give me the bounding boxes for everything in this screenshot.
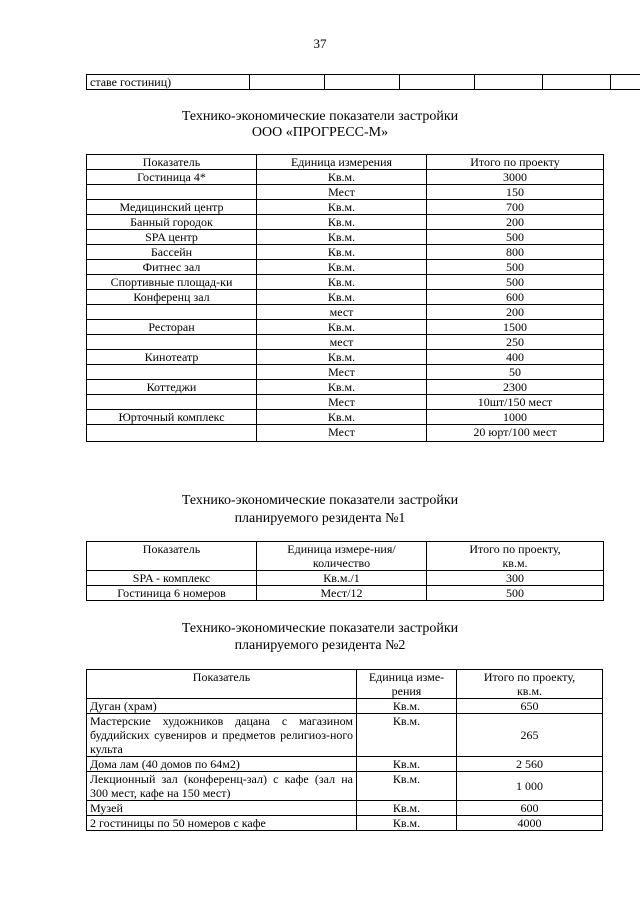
indicator-cell: Дома лам (40 домов по 64м2)	[87, 757, 357, 772]
total-cell: 300	[427, 571, 604, 586]
column-header: Итого по проекту	[427, 155, 604, 170]
unit-cell: Кв.м.	[357, 816, 457, 831]
indicator-cell: Спортивные площад-ки	[87, 275, 257, 290]
section1-title: Технико-экономические показатели застройки	[181, 109, 459, 124]
unit-cell: Кв.м.	[357, 757, 457, 772]
total-cell: 500	[427, 586, 604, 601]
indicator-cell	[87, 335, 257, 350]
unit-cell: Кв.м.	[257, 410, 427, 425]
unit-cell: Мест/12	[257, 586, 427, 601]
table-row	[87, 714, 603, 757]
unit-cell: Мест	[257, 425, 427, 442]
unit-cell: Мест	[257, 185, 427, 200]
section1-table	[86, 154, 604, 442]
column-header: Итого по проекту, кв.м.	[457, 670, 603, 699]
indicator-cell: Медицинский центр	[87, 200, 257, 215]
indicator-cell: Конференц зал	[87, 290, 257, 305]
total-cell: 650	[457, 699, 603, 714]
total-cell: 500	[427, 260, 604, 275]
table-row	[87, 290, 604, 305]
unit-cell: Кв.м.	[257, 230, 427, 245]
total-cell: 10шт/150 мест	[427, 395, 604, 410]
total-cell: 1000	[427, 410, 604, 425]
section1-subtitle: ООО «ПРОГРЕСС-М»	[251, 125, 389, 140]
indicator-cell: Гостиница 4*	[87, 170, 257, 185]
unit-cell: Мест	[257, 395, 427, 410]
column-header: Показатель	[87, 155, 257, 170]
section3-subtitle: планируемого резидента №2	[234, 638, 406, 653]
table-header-row	[87, 670, 603, 699]
indicator-cell: Юрточный комплекс	[87, 410, 257, 425]
table-row	[87, 757, 603, 772]
section2-table	[86, 541, 604, 601]
indicator-cell: Музей	[87, 801, 357, 816]
unit-cell: Кв.м.	[257, 260, 427, 275]
total-cell: 700	[427, 200, 604, 215]
total-cell: 1500	[427, 320, 604, 335]
section3-table	[86, 669, 603, 831]
indicator-cell: Фитнес зал	[87, 260, 257, 275]
indicator-cell: SPA - комплекс	[87, 571, 257, 586]
total-cell: 250	[427, 335, 604, 350]
table-row	[87, 425, 604, 442]
unit-cell: Кв.м.	[357, 699, 457, 714]
unit-cell: Кв.м./1	[257, 571, 427, 586]
table-row	[87, 350, 604, 365]
table-row	[87, 699, 603, 714]
unit-cell: мест	[257, 305, 427, 320]
indicator-cell: Дуган (храм)	[87, 699, 357, 714]
table-row	[87, 365, 604, 380]
indicator-cell: Бассейн	[87, 245, 257, 260]
column-header: Единица измере-ния/количество	[257, 542, 427, 571]
continuation-cell: ставе гостиниц)	[87, 75, 250, 90]
total-cell: 200	[427, 305, 604, 320]
unit-cell: Кв.м.	[257, 290, 427, 305]
table-row	[87, 772, 603, 801]
table-row	[87, 260, 604, 275]
total-cell: 2 560	[457, 757, 603, 772]
continuation-table	[86, 74, 640, 90]
unit-cell: Мест	[257, 365, 427, 380]
indicator-cell	[87, 185, 257, 200]
table-row	[87, 586, 604, 601]
unit-cell: Кв.м.	[257, 350, 427, 365]
unit-cell: мест	[257, 335, 427, 350]
table-row	[87, 185, 604, 200]
section2-title: Технико-экономические показатели застройки	[181, 493, 459, 508]
table-row	[87, 410, 604, 425]
table-row	[87, 335, 604, 350]
unit-cell: Кв.м.	[257, 320, 427, 335]
indicator-cell: Гостиница 6 номеров	[87, 586, 257, 601]
page-number: 37	[313, 36, 327, 51]
total-cell: 400	[427, 350, 604, 365]
table-row	[87, 245, 604, 260]
table-row	[87, 230, 604, 245]
unit-cell: Кв.м.	[257, 245, 427, 260]
indicator-cell: Ресторан	[87, 320, 257, 335]
total-cell: 4000	[457, 816, 603, 831]
column-header: Показатель	[87, 542, 257, 571]
unit-cell: Кв.м.	[257, 200, 427, 215]
table-row	[87, 395, 604, 410]
total-cell: 500	[427, 275, 604, 290]
indicator-cell: Лекционный зал (конференц-зал) с кафе (зал на 300 мест, кафе на 150 мест)	[87, 772, 357, 801]
table-header-row	[87, 155, 604, 170]
table-row	[87, 275, 604, 290]
total-cell: 150	[427, 185, 604, 200]
section2-subtitle: планируемого резидента №1	[234, 511, 406, 526]
column-header: Единица измерения	[257, 155, 427, 170]
indicator-cell: Коттеджи	[87, 380, 257, 395]
table-header-row	[87, 542, 604, 571]
total-cell: 265	[457, 714, 603, 757]
table-row	[87, 75, 640, 90]
total-cell: 2300	[427, 380, 604, 395]
unit-cell: Кв.м.	[257, 380, 427, 395]
indicator-cell	[87, 365, 257, 380]
indicator-cell: Банный городок	[87, 215, 257, 230]
unit-cell: Кв.м.	[257, 215, 427, 230]
section3-title: Технико-экономические показатели застройки	[181, 621, 459, 636]
indicator-cell	[87, 395, 257, 410]
total-cell: 50	[427, 365, 604, 380]
table-row	[87, 801, 603, 816]
column-header: Итого по проекту, кв.м.	[427, 542, 604, 571]
indicator-cell: Кинотеатр	[87, 350, 257, 365]
total-cell: 500	[427, 230, 604, 245]
unit-cell: Кв.м.	[257, 170, 427, 185]
unit-cell: Кв.м.	[257, 275, 427, 290]
indicator-cell: 2 гостиницы по 50 номеров с кафе	[87, 816, 357, 831]
table-row	[87, 170, 604, 185]
table-row	[87, 200, 604, 215]
indicator-cell: Мастерские художников дацана с магазином буддийских сувениров и предметов религиоз-ного культа	[87, 714, 357, 757]
table-row	[87, 380, 604, 395]
table-row	[87, 215, 604, 230]
total-cell: 800	[427, 245, 604, 260]
table-row	[87, 305, 604, 320]
table-row	[87, 816, 603, 831]
total-cell: 200	[427, 215, 604, 230]
column-header: Единица изме-рения	[357, 670, 457, 699]
unit-cell: Кв.м.	[357, 714, 457, 757]
total-cell: 1 000	[457, 772, 603, 801]
table-row	[87, 320, 604, 335]
table-row	[87, 571, 604, 586]
column-header: Показатель	[87, 670, 357, 699]
unit-cell: Кв.м.	[357, 801, 457, 816]
total-cell: 600	[457, 801, 603, 816]
indicator-cell	[87, 425, 257, 442]
total-cell: 3000	[427, 170, 604, 185]
indicator-cell	[87, 305, 257, 320]
unit-cell: Кв.м.	[357, 772, 457, 801]
indicator-cell: SPA центр	[87, 230, 257, 245]
total-cell: 20 юрт/100 мест	[427, 425, 604, 442]
total-cell: 600	[427, 290, 604, 305]
